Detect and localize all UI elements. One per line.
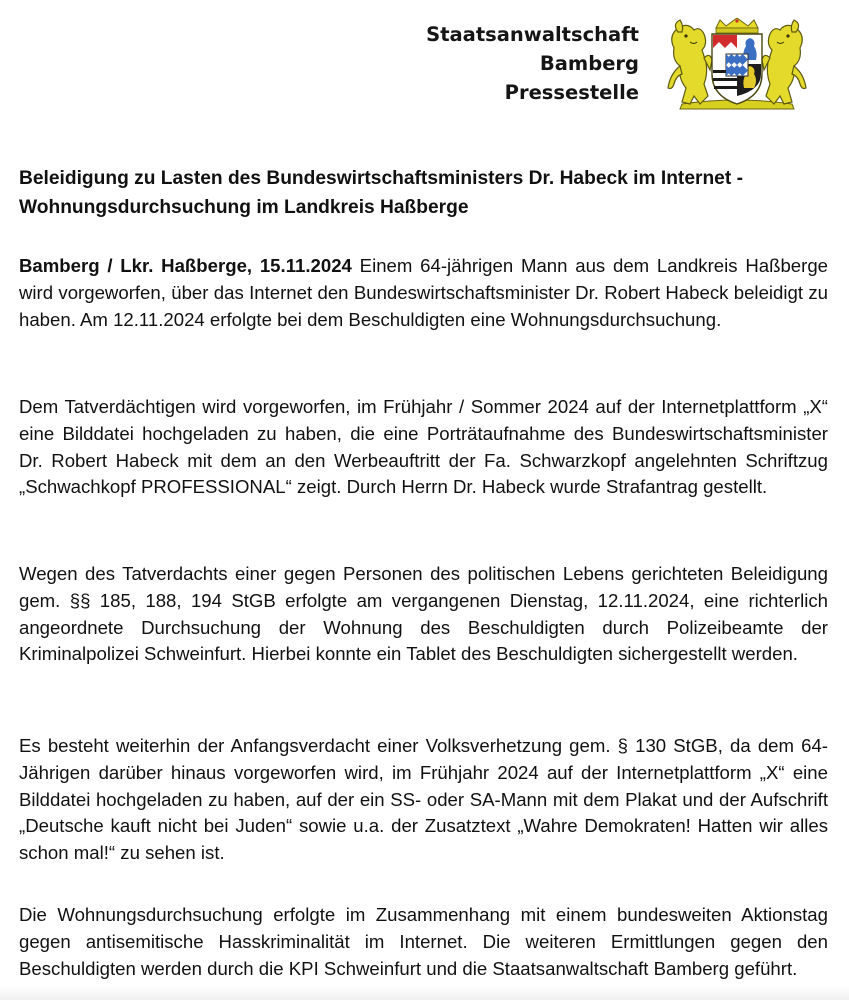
letterhead — [0, 18, 849, 118]
paragraph-2: Dem Tatverdächtigen wird vorgeworfen, im Frühjahr / Sommer 2024 auf der Internetplattform „X“ eine Bilddatei hochgeladen zu haben, die eine Porträtaufnahme des Bundeswirtschaftsminister Dr. Robert Habeck mit dem an den Werbeauftritt der Fa. Schwarzkopf angelehnten Schriftzug „Schwachkopf PROFESSIONAL“ zeigt. Durch Herrn Dr. Habeck wurde Strafantrag gestellt. — [19, 396, 828, 498]
org-line-3: Pressestelle — [504, 81, 639, 104]
paragraph-1-text: Einem 64-jährigen Mann aus dem Landkreis Haßberge wird vorgeworfen, über das Internet den Bundeswirtschaftsminister Dr. Robert Habeck beleidigt zu haben. Am 12.11.2024 erfolgte bei dem Beschuldigten eine Wohnungsdurchsuchung. — [19, 255, 828, 330]
organization-name-block — [426, 20, 639, 107]
paragraph-1 — [19, 253, 828, 333]
org-line-2: Bamberg — [539, 52, 639, 75]
press-release-title: Beleidigung zu Lasten des Bundeswirtschaftsministers Dr. Habeck im Internet - Wohnungsdurchsuchung im Landkreis Haßberge — [19, 168, 743, 218]
paragraph-5: Die Wohnungsdurchsuchung erfolgte im Zusammenhang mit einem bundesweiten Aktionstag gegen antisemitische Hasskriminalität im Internet. Die weiteren Ermittlungen gegen den Beschuldigten werden durch die KPI Schweinfurt und die Staatsanwaltschaft Bamberg geführt. — [19, 904, 828, 979]
dateline: Bamberg / Lkr. Haßberge, 15.11.2024 — [19, 255, 352, 276]
org-line-1: Staatsanwaltschaft — [426, 23, 639, 46]
page-bottom-edge — [0, 986, 849, 1000]
paragraph-4: Es besteht weiterhin der Anfangsverdacht einer Volksverhetzung gem. § 130 StGB, da dem 64-Jährigen darüber hinaus vorgeworfen wird, im Frühjahr 2024 auf der Internetplattform „X“ eine Bilddatei hochgeladen zu haben, auf der ein SS- oder SA-Mann mit dem Plakat und der Aufschrift „Deutsche kauft nicht bei Juden“ sowie u.a. der Zusatztext „Wahre Demokraten! Hatten wir alles schon mal!“ zu sehen ist. — [19, 735, 828, 864]
bavarian-coat-of-arms-icon — [664, 18, 810, 110]
paragraph-3: Wegen des Tatverdachts einer gegen Personen des politischen Lebens gerichteten Beleidigung gem. §§ 185, 188, 194 StGB erfolgte am vergangenen Dienstag, 12.11.2024, eine richterlich angeordnete Durchsuchung der Wohnung des Beschuldigten durch Polizeibeamte der Kriminalpolizei Schweinfurt. Hierbei konnte ein Tablet des Beschuldigten sichergestellt werden. — [19, 563, 828, 665]
